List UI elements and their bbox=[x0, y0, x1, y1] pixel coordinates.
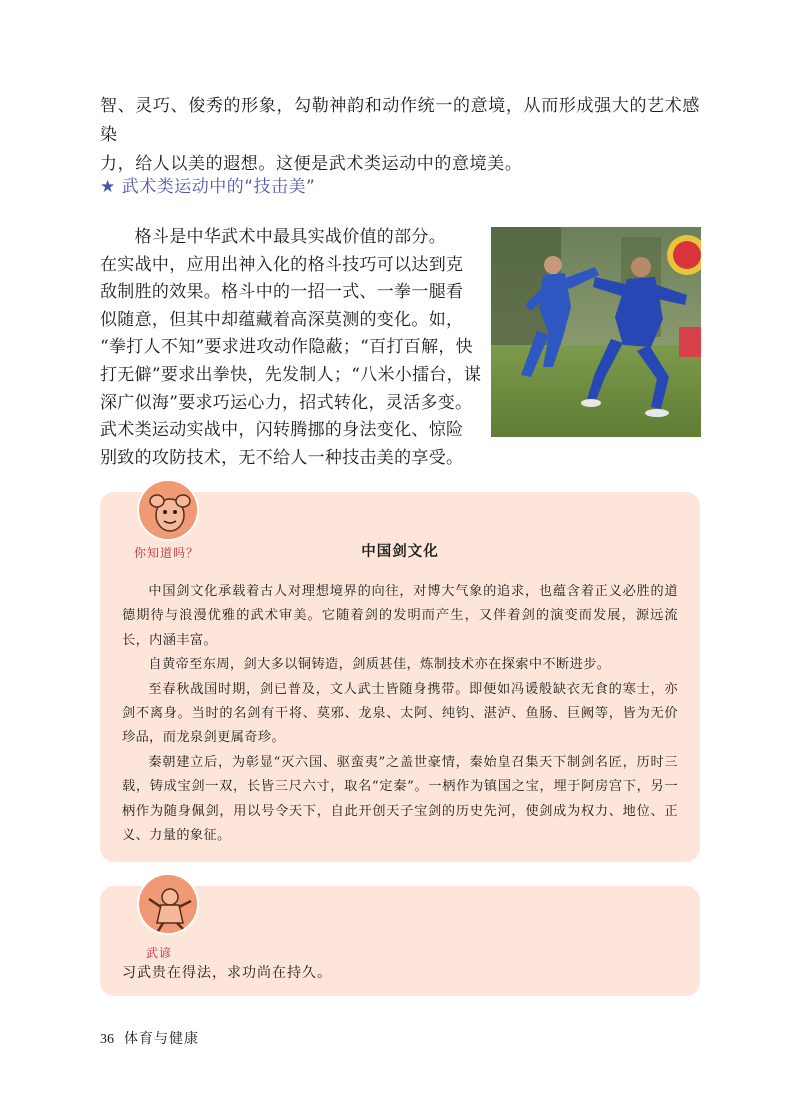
fighting-line: 敌制胜的效果。格斗中的一招一式、一拳一腿看 bbox=[100, 282, 464, 303]
box-paragraph: 中国剑文化承载着古人对理想境界的向往，对博大气象的追求，也蕴含着正义必胜的道德期待与浪漫优雅的武术审美。它随着剑的发明而产生，又伴着剑的演变而发展，源远流长，内涵丰富。 bbox=[122, 584, 678, 648]
fighting-line: 别致的攻防技术，无不给人一种技击美的享受。 bbox=[100, 447, 464, 468]
fighting-line: 在实战中，应用出神入化的格斗技巧可以达到克 bbox=[100, 254, 464, 275]
martial-artist-icon bbox=[137, 873, 199, 935]
intro-line-1: 智、灵巧、俊秀的形象，勾勒神韵和动作统一的意境，从而形成强大的艺术感染 bbox=[100, 96, 700, 145]
box-paragraph: 至春秋战国时期，剑已普及，文人武士皆随身携带。即便如冯谖般缺衣无食的寒士，亦剑不离身。当时的名剑有干将、莫邪、龙泉、太阿、纯钧、湛泸、鱼肠、巨阙等，皆为无价珍品，而龙泉剑更属奇珍。 bbox=[122, 681, 678, 746]
wushu-saying-text: 习武贵在得法，求功尚在持久。 bbox=[122, 965, 332, 981]
intro-line-2: 力，给人以美的遐想。这便是武术类运动中的意境美。 bbox=[100, 154, 523, 174]
fighting-line: 格斗是中华武术中最具实战价值的部分。 bbox=[100, 227, 446, 247]
did-you-know-box bbox=[100, 492, 700, 862]
fighting-line: 武术类运动实战中，闪转腾挪的身法变化、惊险 bbox=[100, 420, 464, 441]
did-you-know-tag: 你知道吗？ bbox=[134, 546, 200, 560]
section-heading-text: 武术类运动中的“技击美” bbox=[121, 177, 316, 197]
star-icon: ★ bbox=[100, 177, 116, 197]
wushu-saying-box bbox=[100, 886, 700, 996]
book-title: 体育与健康 bbox=[124, 1031, 199, 1047]
thinking-figure-icon bbox=[137, 479, 199, 541]
fighting-line: 深广似海”要求巧运心力，招式转化，灵活多变。 bbox=[100, 392, 473, 413]
box-title: 中国剑文化 bbox=[361, 544, 439, 560]
martial-arts-illustration bbox=[491, 227, 701, 437]
intro-paragraph bbox=[100, 92, 700, 179]
fighting-paragraph bbox=[100, 224, 482, 472]
box-paragraph: 秦朝建立后，为彰显“灭六国、驱蛮夷”之盖世豪情，秦始皇召集天下制剑名匠，历时三载，铸成宝剑一双，长皆三尺六寸，取名“定秦”。一柄作为镇国之宝，埋于阿房宫下，另一柄作为随身佩剑，用以号令天下，自此开创天子宝剑的历史先河，使剑成为权力、地位、正义、力量的象征。 bbox=[122, 754, 678, 844]
section-heading bbox=[100, 172, 315, 197]
martial-arts-photo bbox=[491, 227, 701, 437]
page-number: 36 bbox=[100, 1032, 114, 1047]
box-body bbox=[122, 580, 678, 848]
fighting-line: “拳打人不知”要求进攻动作隐蔽；“百打百解，快 bbox=[100, 337, 473, 358]
box-paragraph: 自黄帝至东周，剑大多以铜铸造，剑质甚佳，炼制技术亦在探索中不断进步。 bbox=[148, 657, 611, 673]
fighting-line: 打无僻”要求出拳快，先发制人；“八米小擂台，谋 bbox=[100, 364, 482, 385]
page-footer bbox=[100, 1028, 199, 1048]
fighting-line: 似随意，但其中却蕴藏着高深莫测的变化。如， bbox=[100, 309, 464, 330]
wushu-tag: 武谚 bbox=[146, 946, 173, 960]
